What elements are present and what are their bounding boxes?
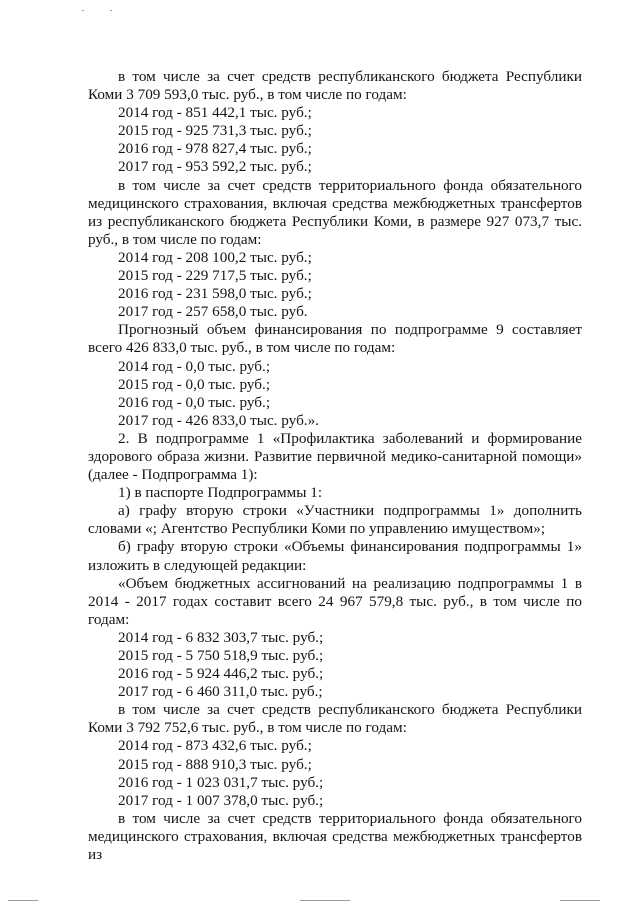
paragraph: а) графу вторую строки «Участники подпрограммы 1» дополнить словами «; Агентство Республики Коми по управлению имуществом»; [88, 502, 582, 538]
paragraph: в том числе за счет средств республиканского бюджета Республики Коми 3 792 752,6 тыс. руб., в том числе по годам: [88, 701, 582, 737]
scan-artifact-top [0, 0, 640, 16]
scan-speck [560, 900, 600, 901]
paragraph: в том числе за счет средств территориального фонда обязательного медицинского страхования, включая средства межбюджетных трансфертов из [88, 809, 582, 864]
scan-speck [82, 10, 84, 11]
scan-speck [110, 10, 112, 11]
list-item: 2017 год - 6 460 311,0 тыс. руб.; [118, 683, 323, 701]
scan-speck [8, 900, 38, 901]
list-item: 2016 год - 0,0 тыс. руб.; [118, 393, 271, 411]
list-item: 2017 год - 1 007 378,0 тыс. руб.; [118, 791, 324, 809]
document-body [88, 68, 582, 864]
list-item: 2017 год - 426 833,0 тыс. руб.». [118, 411, 319, 429]
list-item: 2014 год - 851 442,1 тыс. руб.; [118, 104, 312, 122]
list-item: 2017 год - 953 592,2 тыс. руб.; [118, 158, 312, 176]
paragraph: Прогнозный объем финансирования по подпрограмме 9 составляет всего 426 833,0 тыс. руб., в том числе по годам: [88, 321, 582, 357]
list-item: 2015 год - 925 731,3 тыс. руб.; [118, 122, 312, 140]
list-item: 2016 год - 978 827,4 тыс. руб.; [118, 140, 312, 158]
list-item: 2016 год - 231 598,0 тыс. руб.; [118, 285, 312, 303]
list-item: 2014 год - 873 432,6 тыс. руб.; [118, 737, 312, 755]
paragraph: в том числе за счет средств республиканского бюджета Республики Коми 3 709 593,0 тыс. руб., в том числе по годам: [88, 68, 582, 104]
paragraph: 2. В подпрограмме 1 «Профилактика заболеваний и формирование здорового образа жизни. Развитие первичной медико-санитарной помощи» (далее - Подпрограмма 1): [88, 429, 582, 484]
paragraph: «Объем бюджетных ассигнований на реализацию подпрограммы 1 в 2014 - 2017 годах составит всего 24 967 579,8 тыс. руб., в том числе по годам: [88, 574, 582, 628]
list-item: 2016 год - 1 023 031,7 тыс. руб.; [118, 773, 324, 791]
list-item: 1) в паспорте Подпрограммы 1: [118, 484, 323, 502]
list-item: 2017 год - 257 658,0 тыс. руб. [118, 303, 308, 321]
list-item: 2015 год - 0,0 тыс. руб.; [118, 375, 271, 393]
list-item: 2015 год - 5 750 518,9 тыс. руб.; [118, 647, 324, 664]
paragraph: б) графу вторую строки «Объемы финансирования подпрограммы 1» изложить в следующей редакции: [88, 538, 582, 574]
scan-speck [300, 900, 350, 901]
list-item: 2014 год - 0,0 тыс. руб.; [118, 357, 271, 375]
list-item: 2014 год - 6 832 303,7 тыс. руб.; [118, 628, 324, 646]
scan-artifact-bottom [0, 891, 640, 905]
list-item: 2014 год - 208 100,2 тыс. руб.; [118, 248, 312, 266]
list-item: 2015 год - 888 910,3 тыс. руб.; [118, 755, 312, 773]
list-item: 2016 год - 5 924 446,2 тыс. руб.; [118, 665, 324, 683]
list-item: 2015 год - 229 717,5 тыс. руб.; [118, 267, 312, 285]
paragraph: в том числе за счет средств территориального фонда обязательного медицинского страхования, включая средства межбюджетных трансфертов из республиканского бюджета Республики Коми, в размере 927 073,7 тыс. руб., в том числе по годам: [88, 176, 582, 248]
